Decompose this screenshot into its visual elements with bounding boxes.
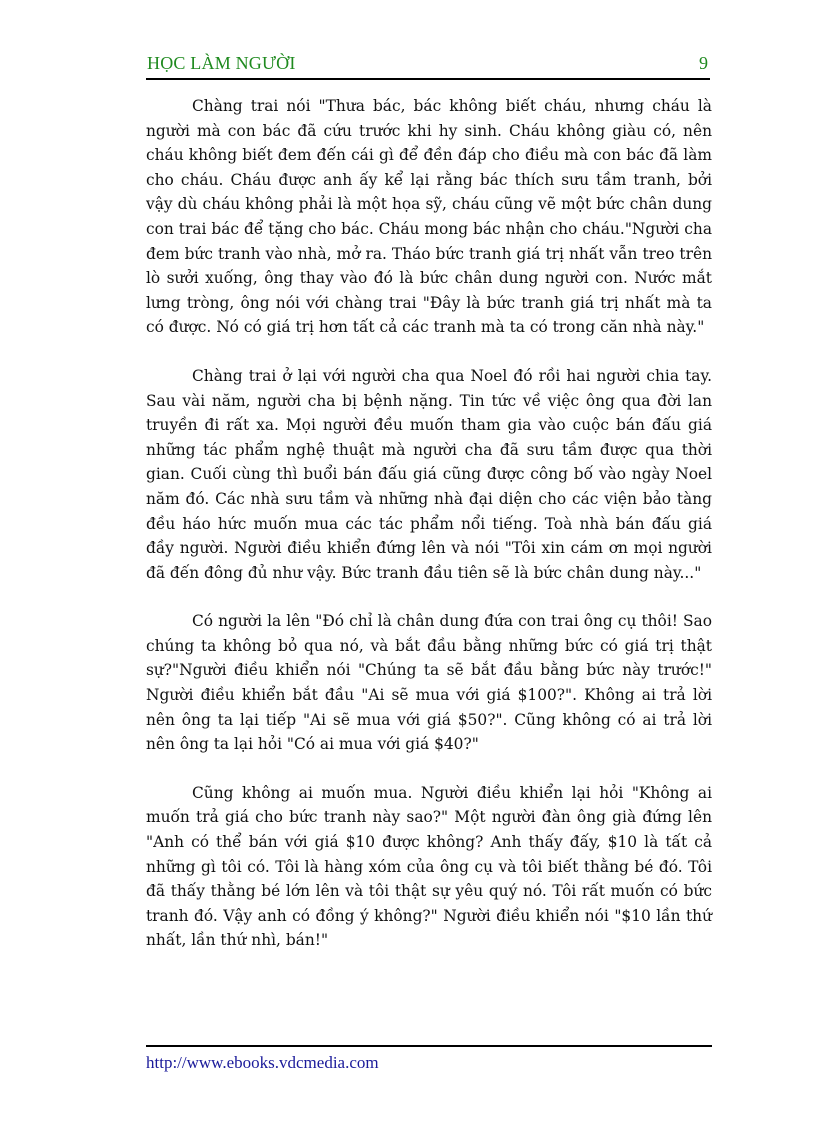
paragraph-4: Cũng không ai muốn mua. Người điều khiển lại hỏi "Không ai muốn trả giá cho bức tranh này sao?" Một người đàn ông già đứng lên "Anh có thể bán với giá $10 được không? Anh thấy đấy, $10 là tất cả những gì tôi có. Tôi là hàng xóm của ông cụ và tôi biết thằng bé đó. Tôi đã thấy thằng bé lớn lên và tôi thật sự yêu quý nó. Tôi rất muốn có bức tranh đó. Vậy anh có đồng ý không?" Người điều khiển nói "$10 lần thứ nhất, lần thứ nhì, bán!" [146,783,712,950]
paragraph-3: Có người la lên "Đó chỉ là chân dung đứa con trai ông cụ thôi! Sao chúng ta không bỏ qua nó, và bắt đầu bằng những bức có giá trị thật sự?"Người điều khiển nói "Chúng ta sẽ bắt đầu bằng bức này trước!" Người điều khiển bắt đầu "Ai sẽ mua với giá $100?". Không ai trả lời nên ông ta lại tiếp "Ai sẽ mua với giá $50?". Cũng không có ai trả lời nên ông ta lại hỏi "Có ai mua với giá $40?" [146,612,712,754]
page-body [146,94,712,977]
page-header [146,50,710,80]
paragraph-2: Chàng trai ở lại với người cha qua Noel đó rồi hai người chia tay. Sau vài năm, người cha bị bệnh nặng. Tin tức về việc ông qua đời lan truyền đi rất xa. Mọi người đều muốn tham gia vào cuộc bán đấu giá những tác phẩm nghệ thuật mà người cha đã sưu tầm được qua thời gian. Cuối cùng thì buổi bán đấu giá cũng được công bố vào ngày Noel năm đó. Các nhà sưu tầm và những nhà đại diện cho các viện bảo tàng đều háo hức muốn mua các tác phẩm nổi tiếng. Toà nhà bán đấu giá đầy người. Người điều khiển đứng lên và nói "Tôi xin cám ơn mọi người đã đến đông đủ như vậy. Bức tranh đầu tiên sẽ là bức chân dung này..." [146,366,712,582]
page-footer [146,1045,712,1073]
book-title: HỌC LÀM NGƯỜI [147,53,296,73]
footer-url-link[interactable]: http://www.ebooks.vdcmedia.com [146,1053,379,1072]
page-number: 9 [699,53,708,73]
paragraph-1: Chàng trai nói "Thưa bác, bác không biết cháu, nhưng cháu là người mà con bác đã cứu trước khi hy sinh. Cháu không giàu có, nên cháu không biết đem đến cái gì để đền đáp cho điều mà con bác đã làm cho cháu. Cháu được anh ấy kể lại rằng bác thích sưu tầm tranh, bởi vậy dù cháu không phải là một họa sỹ, cháu cũng vẽ một bức chân dung con trai bác để tặng cho bác. Cháu mong bác nhận cho cháu."Người cha đem bức tranh vào nhà, mở ra. Tháo bức tranh giá trị nhất vẫn treo trên lò sưởi xuống, ông thay vào đó là bức chân dung người con. Nước mắt lưng tròng, ông nói với chàng trai "Đây là bức tranh giá trị nhất mà ta có được. Nó có giá trị hơn tất cả các tranh mà ta có trong căn nhà này." [146,97,712,337]
